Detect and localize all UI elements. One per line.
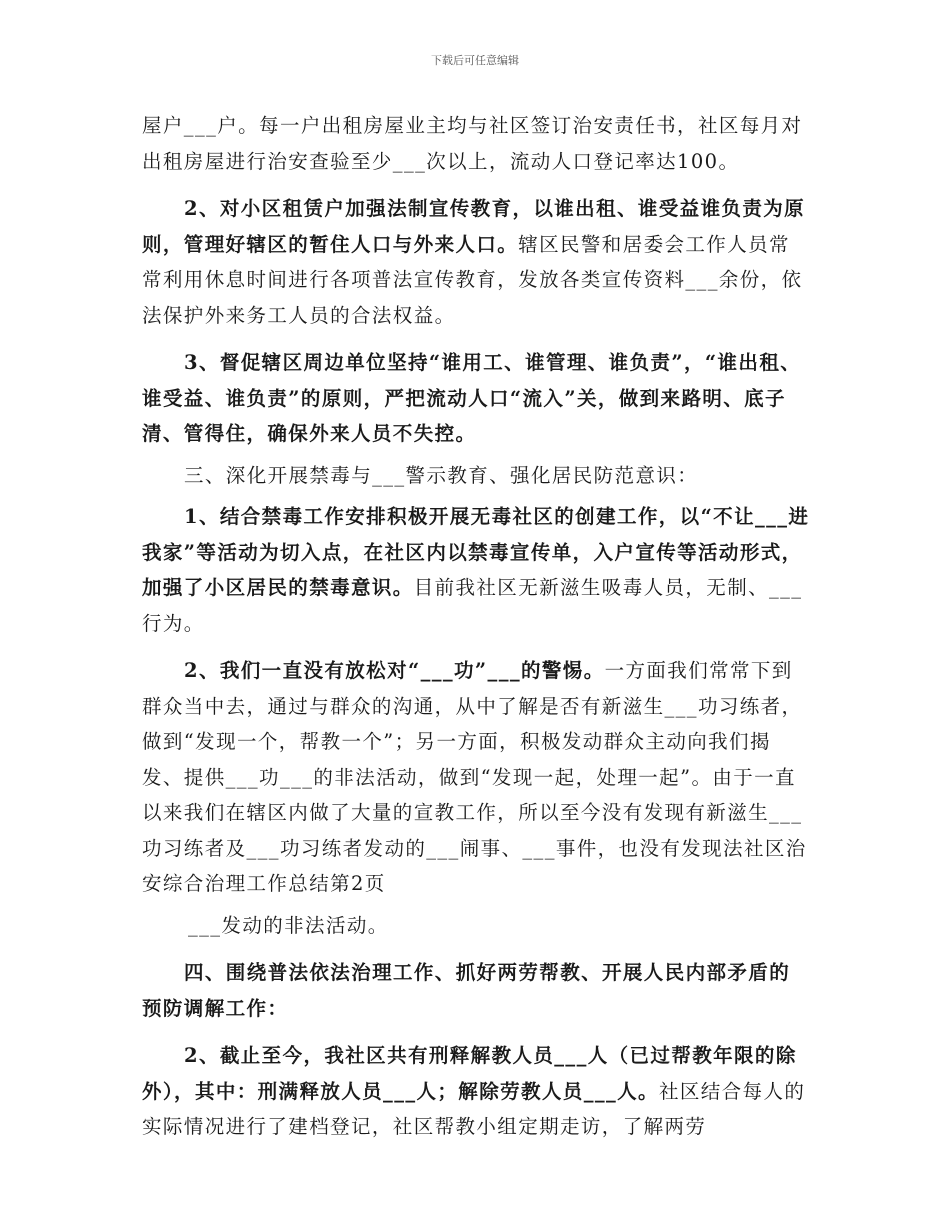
paragraph-text: 一方面我们常常下到群众当中去，通过与群众的沟通，从中了解是否有新滋生___功习练者，做到“发现一个，帮教一个”；另一方面，积极发动群众主动向我们揭发、提供___功___的非法活动，做到“发现一起，处理一起”。由于一直以来我们在辖区内做了大量的宣教工作，所以至今没有发现有新滋生___功习练者及___功习练者发动的___闹事、___事件，也没有发现法社区治安综合治理工作总结第2页 bbox=[142, 659, 807, 895]
paragraph-text: 屋户___户。每一户出租房屋业主均与社区签订治安责任书，社区每月对出租房屋进行治安查验至少___次以上，流动人口登记率达100。 bbox=[142, 114, 803, 173]
paragraph-heading-bold: 2、截止至今，我社区共有刑释解教人员___人（已过帮教年限的除外），其中：刑满释放人员___人；解除劳教人员___人。 bbox=[142, 1044, 797, 1103]
paragraph-item-1-anti-drug bbox=[142, 499, 810, 641]
section-title: 四、围绕普法依法治理工作、抓好两劳帮教、开展人民内部矛盾的预防调解工作： bbox=[142, 961, 791, 1020]
paragraph-text: 辖区民警和居委会工作人员常常利用休息时间进行各项普法宣传教育，发放各类宣传资料___余份，依法保护外来务工人员的合法权益。 bbox=[142, 232, 803, 327]
paragraph-heading-bold: 2、对小区租赁户加强法制宣传教育，以谁出租、谁受益谁负责为原则，管理好辖区的暂住人口与外来人口。 bbox=[142, 197, 806, 256]
page-header: 下载后可任意编辑 bbox=[431, 54, 519, 67]
section-title: 三、深化开展禁毒与___警示教育、强化居民防范意识： bbox=[184, 463, 699, 487]
paragraph-text: 社区结合每人的实际情况进行了建档登记，社区帮教小组定期走访，了解两劳 bbox=[142, 1079, 806, 1138]
document-body bbox=[142, 108, 810, 1145]
paragraph-heading-bold: 3、督促辖区周边单位坚持“谁用工、谁管理、谁负责”，“谁出租、谁受益、谁负责”的原则，严把流动人口“流入”关，做到来路明、底子清、管得住，确保外来人员不失控。 bbox=[142, 351, 802, 445]
paragraph-text: 目前我社区无新滋生吸毒人员，无制、___行为。 bbox=[142, 576, 803, 635]
paragraph-item-2-legal-education bbox=[142, 191, 810, 333]
paragraph-rental-housing bbox=[142, 108, 810, 179]
section-heading-3 bbox=[142, 458, 810, 494]
paragraph-heading-bold: 1、结合禁毒工作安排积极开展无毒社区的创建工作，以“不让___进我家”等活动为切入点，在社区内以禁毒宣传单，入户宣传等活动形式，加强了小区居民的禁毒意识。 bbox=[142, 505, 810, 599]
paragraph-text: ___发动的非法活动。 bbox=[188, 913, 389, 937]
paragraph-item-2-vigilance bbox=[142, 653, 810, 902]
section-heading-4 bbox=[142, 955, 810, 1026]
paragraph-item-3-unit-responsibility bbox=[142, 345, 810, 452]
paragraph-heading-bold: 2、我们一直没有放松对“___功”___的警惕。 bbox=[184, 659, 605, 682]
paragraph-continuation bbox=[142, 908, 810, 944]
paragraph-item-2-released-persons bbox=[142, 1038, 810, 1145]
